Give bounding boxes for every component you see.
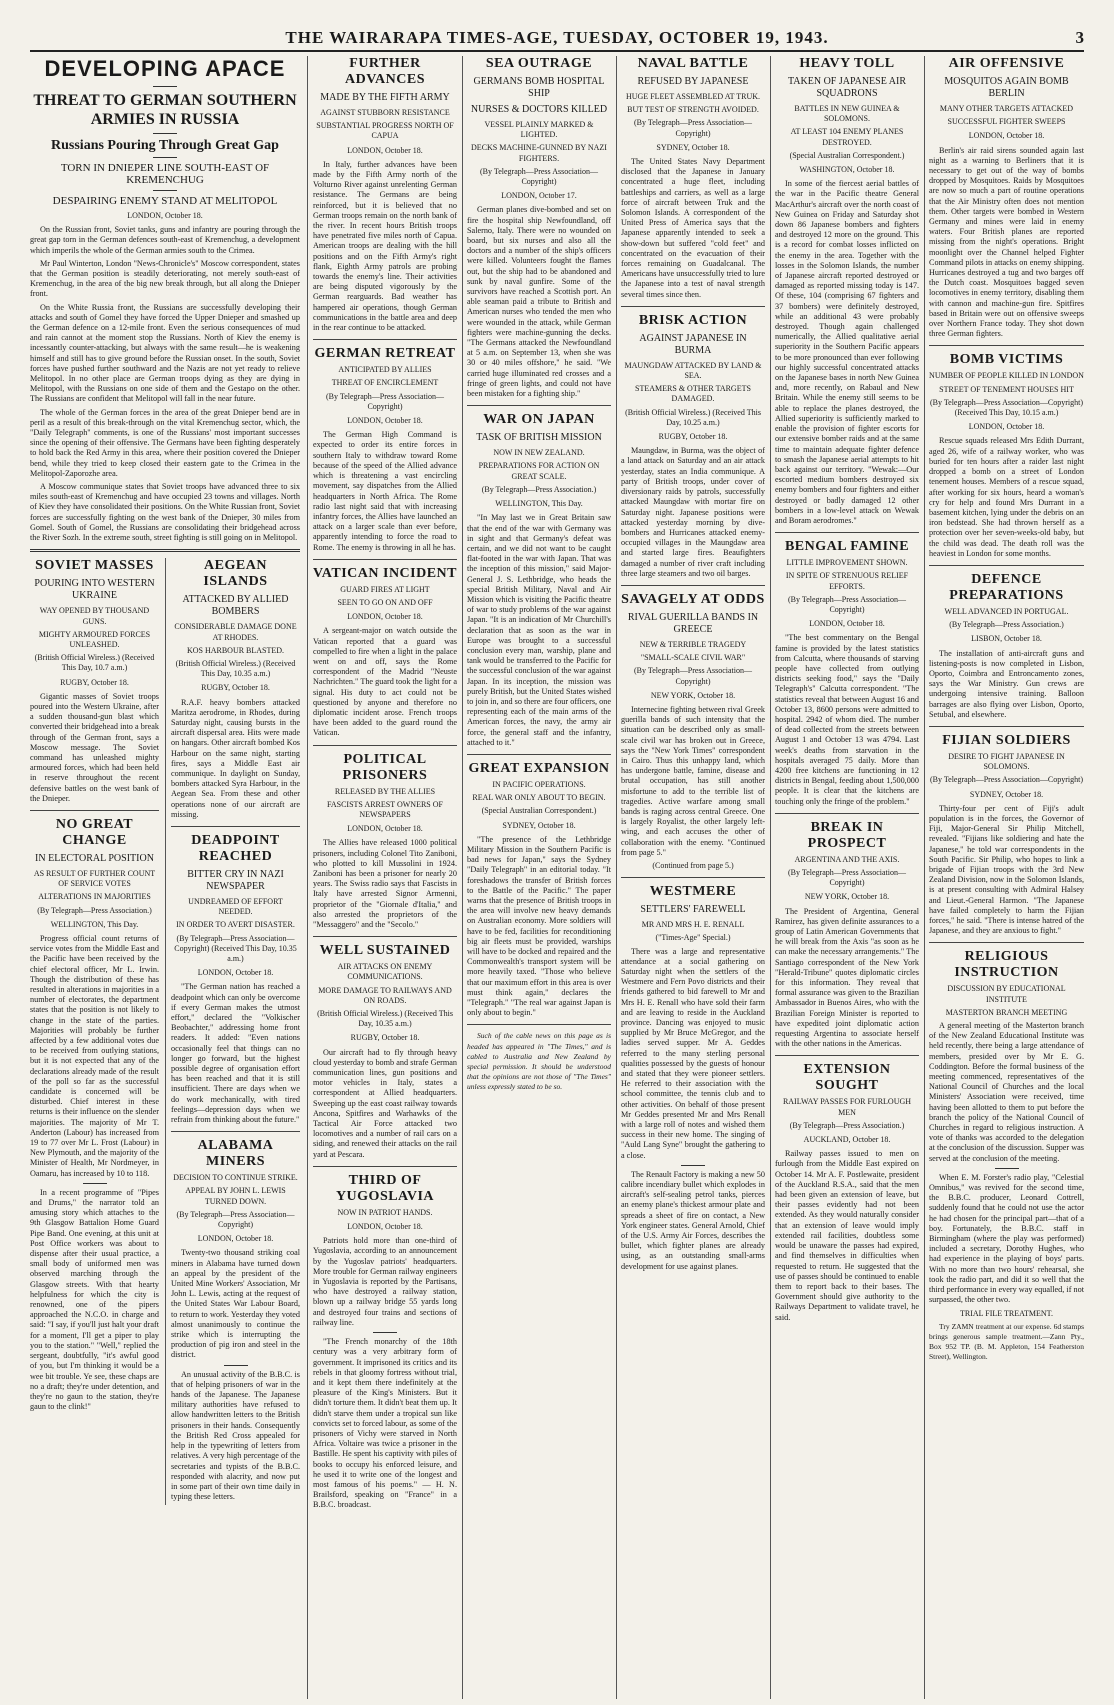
deck: GUARD FIRES AT LIGHT xyxy=(340,584,430,594)
paragraph: Thirty-four per cent of Fiji's adult population is in the forces, the Governor of Fiji, Major-General Sir Philip Mitchell, revealed. "Fijians like soldiering and hate the Japanese," he told war correspondents in the South Pacific. Sir Philip, who hopes to link a brigade of Fijian troops with the 3rd New Zealand Division, now in the Solomon Islands, is at present consulting with Admiral Halsey and Lieut.-General Harmon. "The Japanese have failed completely to harm the Fijian forces," he said. "There is intense hatred of the Japanese, and they are anxious to fight." xyxy=(929,803,1084,936)
deck: DISCUSSION BY EDUCATIONAL INSTITUTE xyxy=(947,984,1066,1004)
paragraph: The President of Argentina, General Ramirez, has given definite assurances to a group of Latin American Governments that he will break from the Axis "as soon as he can make the necessary arrangements." The Santiago correspondent of the New York "Herald-Tribune" quotes diplomatic circles for this information. They reveal that formal assurance was given to the Brazilian Ambassador in Buenos Aires, who with the Brazilian Foreign Minister is reported to have expedited joint diplomatic action requesting Argentina to associate herself with the other nations in the Americas. xyxy=(775,906,919,1049)
deck: BITTER CRY IN NAZI NEWSPAPER xyxy=(187,868,284,892)
deck: SUBSTANTIAL PROGRESS NORTH OF CAPUA xyxy=(316,121,454,141)
deck: NUMBER OF PEOPLE KILLED IN LONDON xyxy=(929,371,1084,381)
headline: HEAVY TOLL xyxy=(799,56,895,71)
deck: SEEN TO GO ON AND OFF xyxy=(337,597,433,607)
column-6 xyxy=(775,56,919,1699)
dateline: RUGBY, October 18. xyxy=(60,677,129,687)
dateline: LONDON, October 18. xyxy=(968,131,1045,141)
deck: MAUNGDAW ATTACKED BY LAND & SEA. xyxy=(624,360,762,381)
headline: WELL SUSTAINED xyxy=(319,943,451,959)
headline: NAVAL BATTLE xyxy=(637,56,749,71)
deck: DESPAIRING ENEMY STAND AT MELITOPOL xyxy=(52,195,278,207)
paragraph: On the Russian front, Soviet tanks, guns and infantry are pouring through the great gap torn in the German defences south-east of Kremenchug, a development which imperils the whole of the German armies south to the Crimea. xyxy=(30,225,300,255)
column-lead xyxy=(30,56,300,1699)
deck: APPEAL BY JOHN L. LEWIS TURNED DOWN. xyxy=(185,1186,286,1206)
paragraph: Our aircraft had to fly through heavy cloud yesterday to bomb and strafe German communication lines, gun positions and motor vehicles in Italy, states a correspondent at Allied headquarters. Sweeping up the east coast railway towards Ancona, Spitfires and Warhawks of the Tactical Air Force attacked two locomotives and a number of rail cars on a siding, and renewed their attacks on the rail yard at Pescara. xyxy=(313,1047,457,1159)
headline: AEGEAN ISLANDS xyxy=(203,558,268,590)
credit: (By Telegraph—Press Association—Copyright) (Received This Day, 10.15 a.m.) xyxy=(929,397,1084,418)
deck: MASTERTON BRANCH MEETING xyxy=(945,1007,1068,1017)
dateline: NEW YORK, October 18. xyxy=(804,892,890,902)
paragraph: Berlin's air raid sirens sounded again last night as a warning to Berliners that it is necessary to get out of the way of bombs dropped by Mosquitoes. Raids by Mosquitoes are now so much a part of routine operations that the Air Ministry often does not mention them. Other targets were bombed in Western Germany and mines were laid in enemy waters. Four British planes are reported missing from the night's operations. Bright moonlight over the Channel helped Fighter Command pilots in attacks on enemy shipping. Hurricanes destroyed a tug and two barges off the Dutch coast. Mosquitoes bagged seven locomotives in enemy territory, disabling them with cannon and machine-gun fire. Spitfires based in Britain were out on offensive sweeps over Northern France today. They shot down three German fighters. xyxy=(929,145,1084,339)
paragraph: Rescue squads released Mrs Edith Durrant, aged 26, wife of a railway worker, who was buried for ten hours after a raider last night dropped a bomb on a street of London tenement houses. Members of a rescue squad, after working for six hours, heard a woman's cry for help and found Mrs Durrant in a basement kitchen, lying under the debris on an iron bedstead. She had thrown herself as a protection over her seven-weeks-old baby, but the child was dead. The death roll was the heaviest in London for some months. xyxy=(929,436,1084,558)
deck: AIR ATTACKS ON ENEMY COMMUNICATIONS. xyxy=(337,962,433,982)
deck: CONSIDERABLE DAMAGE DONE AT RHODES. xyxy=(174,622,297,642)
deck: IN PACIFIC OPERATIONS. xyxy=(492,779,586,789)
advert-heading: TRIAL FILE TREATMENT. xyxy=(960,1308,1053,1318)
deck: TAKEN OF JAPANESE AIR SQUADRONS xyxy=(787,76,906,99)
headline: GREAT EXPANSION xyxy=(468,760,610,776)
column-rule xyxy=(307,56,308,1699)
deck: PREPARATIONS FOR ACTION ON GREAT SCALE. xyxy=(478,461,600,481)
credit: (By Telegraph—Press Association—Copyright) xyxy=(788,594,906,614)
deck: RELEASED BY THE ALLIES xyxy=(334,786,436,796)
paragraph: The Renault Factory is making a new 50 calibre incendiary bullet which explodes in aircraft's self-sealing petrol tanks, pierces an enemy plane's thickest armour plate and spreads a sheet of fire on contact, a New York engineer states. General Arnold, Chief of the U.S. Army Air Forces, describes the bullet, which fighter planes are already using, as an outstanding small-arms development for use against planes. xyxy=(621,1169,765,1271)
dateline: LONDON, October 18. xyxy=(197,968,274,978)
deck: STREET OF TENEMENT HOUSES HIT xyxy=(939,384,1074,394)
deck: MORE DAMAGE TO RAILWAYS AND ON ROADS. xyxy=(318,985,452,1005)
deck: RAILWAY PASSES FOR FURLOUGH MEN xyxy=(782,1097,912,1117)
dateline: LONDON, October 18. xyxy=(347,1222,423,1232)
credit: (By Telegraph—Press Association.) xyxy=(949,620,1064,630)
paragraph: A Moscow communique states that Soviet troops have advanced three to six miles south-east of Kremenchug and have occupied 23 towns and villages. North of Kiev they have consolidated their positions. On the White Russian front, Soviet forces are successfully fighting on the west bank of the Dnieper, 30 miles from Gomel. South of Gomel, the Russians are consolidating their bridgehead across the River Sozh. In the extreme south, street fighting is still going on in Melitopol. xyxy=(30,482,300,543)
deck: BUT TEST OF STRENGTH AVOIDED. xyxy=(627,105,759,115)
deck: MOSQUITOS AGAIN BOMB BERLIN xyxy=(944,76,1069,99)
dateline: WELLINGTON, This Day. xyxy=(495,499,583,509)
credit: (By Telegraph—Press Association—Copyright) xyxy=(326,391,444,411)
headline: WESTMERE xyxy=(649,884,737,900)
deck: WAY OPENED BY THOUSAND GUNS. xyxy=(39,606,150,626)
column-rule xyxy=(616,56,617,1699)
dateline: RUGBY, October 18. xyxy=(201,683,270,693)
credit: (British Official Wireless.) (Received This Day, 10.25 a.m.) xyxy=(625,407,761,427)
masthead-title: THE WAIRARAPA TIMES-AGE, TUESDAY, OCTOBER 19, 1943. xyxy=(285,28,829,47)
paragraph: Twenty-two thousand striking coal miners in Alabama have turned down an appeal by the president of the United Mine Workers' Association, Mr John L. Lewis, acting at the request of the United States War Labour Board, to return to work. Yesterday they voted almost unanimously to continue the strike which is interrupting the production of pig iron and steel in the district. xyxy=(171,1248,300,1360)
credit: (By Telegraph—Press Association.) xyxy=(481,484,597,494)
paragraph: There was a large and representative attendance at a social gathering on Saturday night when the settlers of the Westmere and Fern Povo districts and their friends gathered to bid farewell to Mr and Mrs H. E. Renall who have sold their farm and are leaving to reside in the Auckland province. Dancing was enjoyed to music supplied by Mr Bruce McGregor, and the ladies served supper. Mr A. Geddes referred to the many sterling personal qualities possessed by the guests of honour and stated that they were pioneer settlers. He referred to their association with the school committee, the tennis club and to other activities. On behalf of those present Mr Geddes presented Mr and Mrs Renall with a large roll of notes and wished them success in their new home. The singing of "Auld Lang Syne" brought the gathering to a close. xyxy=(621,946,765,1160)
paragraph: In Italy, further advances have been made by the Fifth Army north of the Volturno River against unrelenting German resistance. The Germans are being reinforced, but it is believed that no German troops remain on the north bank of the river. In recent hours British troops have penetrated five miles north of Capua. American troops are dealing with the hill positions and on the Fifth Army's right flank, Eighth Army patrols are probing towards the enemy's line. Their activities are being disputed vigorously by the German rearguards. Bad weather has hampered air operations, though German communications in the battle area and deep in the rear continue to be attacked. xyxy=(313,159,457,333)
dateline: RUGBY, October 18. xyxy=(350,1033,420,1043)
masthead xyxy=(30,28,1084,52)
deck: ATTACKED BY ALLIED BOMBERS xyxy=(182,594,289,618)
dateline: SYDNEY, October 18. xyxy=(969,789,1044,799)
column-rule xyxy=(924,56,925,1699)
deck: AGAINST JAPANESE IN BURMA xyxy=(639,332,747,356)
deck: THREAT TO GERMAN SOUTHERN ARMIES IN RUSSIA xyxy=(33,92,297,128)
dateline: AUCKLAND, October 18. xyxy=(803,1135,891,1145)
credit: (By Telegraph—Press Association—Copyright) (Received This Day, 10.35 a.m.) xyxy=(174,933,297,963)
dateline: LONDON, October 17. xyxy=(501,191,577,201)
deck: LITTLE IMPROVEMENT SHOWN. xyxy=(786,558,908,568)
dateline: LONDON, October 18. xyxy=(347,145,423,155)
deck: FASCISTS ARREST OWNERS OF NEWSPAPERS xyxy=(327,799,443,819)
credit: (By Telegraph—Press Association—Copyright) xyxy=(480,166,598,187)
headline: BREAK IN PROSPECT xyxy=(807,819,887,851)
paragraph: Patriots hold more than one-third of Yugoslavia, according to an announcement by the Yugoslav patriots' headquarters. More trouble for German railway engineers in Yugoslavia is reported by the Partisans, who have destroyed a railway station, blown up a railway bridge 55 yards long and destroyed four trains and sections of railway line. xyxy=(313,1236,457,1327)
dateline: SYDNEY, October 18. xyxy=(656,142,730,152)
headline: SOVIET MASSES xyxy=(35,558,154,574)
paragraph: The installation of anti-aircraft guns and listening-posts is now completed in Lisbon, Oporto, Coimbra and Entroncamento zones, says the War Ministry. Gun crews are undergoing intensive training. Balloon barrages are also flying over Lisbon, Oporto, Setubal, and elsewhere. xyxy=(929,648,1084,719)
paragraph: The German High Command is expected to order its entire forces in southern Italy to withdraw toward Rome because of the speed of the Allied advance which is threatening a vast encircling movement, say dispatches from the Allied headquarters in North Africa. The Rome radio last night said that with increasing infantry forces, the Allies have launched an attack on a larger scale than ever before, apparently intending to force the road to Rome. The enemy is throwing in all he has. xyxy=(313,430,457,552)
headline: THIRD OF YUGOSLAVIA xyxy=(335,1172,435,1204)
paragraph: Maungdaw, in Burma, was the object of a land attack on Saturday and an air attack yesterday, states an India communique. A party of British troops, under cover of diversionary raids by patrols, successfully attacked Maungdaw with mortar fire on Saturday night. Japanese positions were attacked yesterday morning by dive-bombers and Hurricanes attacked enemy-occupied villages in the Maungdaw area and started large fires. Beaufighters damaged a number of river craft including three large steamers and two oil barges. xyxy=(621,446,765,578)
paragraph: The Allies have released 1000 political prisoners, including Colonel Tito Zaniboni, who plotted to kill Mussolini in 1924. Zaniboni has been a prisoner for nearly 20 years. The Swiss radio says that Fascists in Italy have arrested Signor Armenni, proprietor of the "Giornale d'Italia," and also arrested the proprietors of the "Messaggero" and the "Secolo." xyxy=(313,838,457,929)
paragraph: Gigantic masses of Soviet troops poured into the Western Ukraine, after a sudden thousand-gun blast which converted their bridgehead into a break through of the German front, says a Moscow message. The Soviet command has unleashed mighty armoured forces, which had been held in reserve throughout the recent defensive battles on the west bank of the Dnieper. xyxy=(30,691,159,803)
dateline: LONDON, October 18. xyxy=(347,416,423,426)
deck: ALTERATIONS IN MAJORITIES xyxy=(38,892,151,902)
credit: (By Telegraph—Press Association—Copyright) xyxy=(634,118,752,138)
dateline: NEW YORK, October 18. xyxy=(650,690,736,700)
deck: THREAT OF ENCIRCLEMENT xyxy=(331,378,439,388)
deck: NURSES & DOCTORS KILLED xyxy=(470,104,608,115)
headline-developing-apace: DEVELOPING APACE xyxy=(44,56,286,81)
column-4 xyxy=(467,56,611,1699)
paragraph: An unusual activity of the B.B.C. is that of helping prisoners of war in the hands of the Japanese. The Japanese military authorities have refused to allow handwritten letters to the British prisoners in their hands. Consequently the British Red Cross appealed for help in the typewriting of letters from relatives. A very high percentage of the secretaries and typists of the B.B.C. responded with alacrity, and now put in some part of their own time daily in typing these letters. xyxy=(171,1369,300,1502)
deck: KOS HARBOUR BLASTED. xyxy=(186,645,285,655)
deck: ARGENTINA AND THE AXIS. xyxy=(794,854,900,864)
deck: MR AND MRS H. E. RENALL xyxy=(641,920,745,930)
deck: HUGE FLEET ASSEMBLED AT TRUK. xyxy=(625,92,760,101)
deck: STEAMERS & OTHER TARGETS DAMAGED. xyxy=(635,384,751,404)
credit: (By Telegraph—Press Association.) xyxy=(37,905,152,915)
column-rule xyxy=(770,56,771,1699)
credit: (By Telegraph—Press Association—Copyright) xyxy=(176,1209,295,1230)
deck: GERMANS BOMB HOSPITAL SHIP xyxy=(473,76,605,99)
headline: AIR OFFENSIVE xyxy=(948,56,1065,71)
deck: VESSEL PLAINLY MARKED & LIGHTED. xyxy=(484,120,594,140)
deck: NOW IN PATRIOT HANDS. xyxy=(337,1207,433,1217)
deck: Russians Pouring Through Great Gap xyxy=(51,138,279,153)
paragraph: "The French monarchy of the 18th century was a very arbitrary form of government. It imprisoned its critics and its rebels in that gloomy fortress without trial, and it kept them there indefinitely at the pleasure of the King's Ministers. But it didn't torture them. It didn't beat them up. It didn't starve them under a tropical sun like convicts set to forced labour, as some of the prisoners of Vichy were starved in North Africa. Voltaire was twice a prisoner in the Bastille. He spent his captivity with piles of books to occupy his enforced leisure, and he used it to write one of the longest and most famous of his poems." — H. N. Brailsford, speaking on "France" in a B.B.C. broadcast. xyxy=(313,1337,457,1510)
paragraph: "The best commentary on the Bengal famine is provided by the latest statistics from Calcutta, where thousands of starving people have collected from outlying districts seeking food," says the "Daily Telegraph's" Calcutta correspondent. "The statistics reveal that between August 16 and October 13, 8600 persons were admitted to hospital. 2942 of whom died. The number of dead collected from the streets between August 1 and October 13 was 4794. Last week's deaths from starvation in the hospitals averaged 75 daily. More than 4200 free kitchens are functioning in 12 districts in Bengal, feeding about 1,500,000 people. It is clear that the kitchens are touching only the fringe of the problem." xyxy=(775,633,919,806)
dateline: SYDNEY, October 18. xyxy=(502,820,576,830)
times-note: Such of the cable news on this page as is headed has appeared in "The Times," and is cabled to Australia and New Zealand by special permission. It should be understood that the opinions are not those of "The Times" unless expressly stated to be so. xyxy=(467,1031,611,1092)
paragraph: "The presence of the Lethbridge Military Mission in the Southern Pacific is bad news for Japan," says the Sydney "Daily Telegraph" in an editorial today. "It foreshadows the transfer of British forces to the Battle of the Pacific." The paper warns that the presence of British troops in the area will involve new heavy demands on Australian economy. More soldiers will have to be fed, facilities for reconditioning big air fleets must be provided, warships will have to be docked and repaired and the Commonwealth's transport system will be more heavily taxed. "Those who believe that our maximum effort in this area is over must think again," declares the "Telegraph." "The real war against Japan is only about to begin." xyxy=(467,834,611,1018)
paragraph: On the White Russia front, the Russians are successfully developing their attacks and south of Gomel they have forced the Upper Dnieper and smashed up the German defence on a 12-mile front. Even the serious consequences of mud and rain cannot at the moment stop the Russians. North of Kiev the enemy is incessantly counter-attacking, but always with the same result—he is weakening himself and still has to give ground before the Russian onset. In the south, Soviet forces have pushed further southward and the Nazis are not yet ready to relieve Melitopol. In no other place are German troops dying as they are dying in Melitopol, with the Russians on one side of them and the Gestapo on the other. The Russians are confident that Melitopol will fall in the near future. xyxy=(30,302,300,404)
paragraph: The whole of the German forces in the area of the great Dnieper bend are in peril as a result of this break-through on the vital Kremenchug sector, which, the "Daily Telegraph" comments, is one of the Russians' most important successes since the opening of their offensive. The Germans have been fighting desperately to hold back the Red Army in this area, where their position covered the Dnieper bend, while they tried to keep closed their eastern gate to the Crimea in the Melitopol-Zaporozhe area. xyxy=(30,407,300,478)
paragraph: R.A.F. heavy bombers attacked Maritza aerodrome, in Rhodes, during Saturday night, causing bursts in the aircraft dispersal area. Hits were made on hangars. Other aircraft bombed Kos Harbour on the same night, starting fires, says a Middle East air communique. In daylight on Sunday, bombers attacked Syra Harbour, in the Aegean Sea. From these and other operations none of our aircraft are missing. xyxy=(171,697,300,819)
deck: UNDREAMED OF EFFORT NEEDED. xyxy=(188,896,283,917)
dateline: LONDON, October 18. xyxy=(127,211,203,220)
dateline: WELLINGTON, This Day. xyxy=(50,919,139,929)
headline: WAR ON JAPAN xyxy=(483,412,595,428)
article-soviet-masses xyxy=(30,558,159,1505)
deck: AGAINST STUBBORN RESISTANCE xyxy=(320,108,450,117)
credit: (By Telegraph—Press Association.) xyxy=(789,1120,905,1130)
headline: GERMAN RETREAT xyxy=(314,346,456,362)
article-lead xyxy=(30,56,300,543)
deck: DECISION TO CONTINUE STRIKE. xyxy=(173,1173,298,1183)
dateline: LONDON, October 18. xyxy=(347,612,423,622)
paragraph: Progress official count returns of service votes from the Middle East and the Pacific have been received by the chief electoral officer, Mr L. Irwin. Though the distribution of these has resulted in alterations in majorities in a number of electorates, the department states that the position is not likely to change in the state of the parties. Majorities will probably be further affected by a few additional votes due to be received from outlying stations, but it is not expected that any of the declarations already made of the result of the poll so far as the successful candidate is concerned will be disturbed. Chief interest in these returns is their influence on the slender majorities. The majority of Mr T. Anderton (Labour) has increased from 19 to 77 over Mr L. Frost (Labour) in New Plymouth, and the majority of the Minister of Health, Mr Nordmeyer, in Oamaru, has increased by 10 to 118. xyxy=(30,933,159,1178)
deck: ANTICIPATED BY ALLIES xyxy=(338,365,432,375)
deck: SUCCESSFUL FIGHTER SWEEPS xyxy=(947,117,1066,127)
headline: BENGAL FAMINE xyxy=(784,539,910,555)
headline: RELIGIOUS INSTRUCTION xyxy=(954,949,1059,981)
dateline: LONDON, October 18. xyxy=(197,1234,274,1244)
paragraph: "The German nation has reached a deadpoint which can only be overcome if every German makes the utmost effort," declared the "Volkischer Beobachter," addressing home front readers. It added: "Even nations occasionally feel that things can no longer go forward, but the highest possible degree of organisation effort has been reached and that it is still insufficient. There are days when we do work mechanically, with tired feelings—depression days when we refrain from thinking about the future." xyxy=(171,982,300,1125)
dateline: LISBON, October 18. xyxy=(971,634,1042,644)
page-number: 3 xyxy=(1075,28,1084,47)
dateline: WASHINGTON, October 18. xyxy=(799,165,895,175)
dateline: LONDON, October 18. xyxy=(809,619,885,629)
deck: REAL WAR ONLY ABOUT TO BEGIN. xyxy=(472,793,606,803)
paragraph: Railway passes issued to men on furlough from the Middle East expired on October 14. Mr A. F. Postlewaite, president of the Auckland R.S.A., said that the men had been given an extension of leave, but their passes evidently had not been extended. As they would naturally consider that an extension of leave would imply extended rail facilities, doubtless some would be unaware the passes had expired, and find themselves in difficulties when requested to return. He suggested that the use of passes should be continued to enable them to report back to their bases. The Government should give authority to the Railways Department to validate travel, he said. xyxy=(775,1149,919,1322)
deck: MADE BY THE FIFTH ARMY xyxy=(320,92,450,103)
continued-note: (Continued from page 5.) xyxy=(652,860,734,870)
deck: IN SPITE OF STRENUOUS RELIEF EFFORTS. xyxy=(785,571,909,591)
credit: (British Official Wireless.) (Received This Day, 10.35 a.m.) xyxy=(317,1009,453,1029)
deck: TASK OF BRITISH MISSION xyxy=(476,432,602,444)
deck: IN ORDER TO AVERT DISASTER. xyxy=(176,920,295,930)
deck: AS RESULT OF FURTHER COUNT OF SERVICE VOTES xyxy=(33,868,156,889)
deck: TORN IN DNIEPER LINE SOUTH-EAST OF KREMENCHUG xyxy=(60,162,270,186)
headline: SAVAGELY AT ODDS xyxy=(621,591,765,607)
headline: SEA OUTRAGE xyxy=(485,56,593,71)
deck: MIGHTY ARMOURED FORCES UNLEASHED. xyxy=(38,629,151,649)
headline: DEFENCE PREPARATIONS xyxy=(949,571,1064,603)
headline: FURTHER ADVANCES xyxy=(345,56,425,87)
deck: "SMALL-SCALE CIVIL WAR" xyxy=(640,653,746,663)
dateline: LONDON, October 18. xyxy=(968,422,1045,432)
column-7 xyxy=(929,56,1084,1699)
deck: NOW IN NEW ZEALAND. xyxy=(493,448,585,458)
paragraph: "In May last we in Great Britain saw that the end of the war with Germany was in sight and that Germany's defeat was certain, and we did not want to be caught flat-footed in the war with Japan. That was the inception of this mission," said Major-General J. S. Lethbridge, who heads the special British Military, Naval and Air Mission which is visiting the Pacific theatre of war to study problems of the war against Japan. "It is an indication of Mr Churchill's declaration that as soon as the war in Europe was brought to a successful conclusion every man, warship, plane and tank would be transferred to the Pacific for the successful conclusion of the war against Japan. In its inception, the mission was purely British, but the United States wished to join in, and so there are four officers, one representing each of the main arms of the American forces, the navy, the army air force, the general staff and the infantry, attached to it." xyxy=(467,513,611,747)
headline: NO GREAT CHANGE xyxy=(55,816,134,848)
headline: VATICAN INCIDENT xyxy=(313,565,457,581)
deck: DESIRE TO FIGHT JAPANESE IN SOLOMONS. xyxy=(948,751,1065,772)
headline: BOMB VICTIMS xyxy=(949,352,1064,368)
headline: ALABAMA MINERS xyxy=(197,1138,274,1170)
column-5 xyxy=(621,56,765,1699)
deck: REFUSED BY JAPANESE xyxy=(637,76,749,87)
headline: POLITICAL PRISONERS xyxy=(342,751,428,783)
credit: ("Times-Age" Special.) xyxy=(655,933,731,943)
deck: NEW & TERRIBLE TRAGEDY xyxy=(639,639,747,649)
deck: IN ELECTORAL POSITION xyxy=(35,852,154,864)
paragraph: A sergeant-major on watch outside the Vatican reported that a guard was compelled to fire when a light in the palace went on and off, says the Rome correspondent of the Madrid "Neuste Nachrichten." The guard took the light for a signal. His duty to act could not be questioned by anyone and therefore no diplomatic incident arose. French troops have been added to the guard round the Vatican. xyxy=(313,626,457,738)
paragraph: A general meeting of the Masterton branch of the New Zealand Educational Institute was held recently, there being a large attendance of members, presided over by Mr E. G. Coddington. Before the formal business of the meeting commenced, representatives of the National Council of Churches and the local Ministers' Association were received, time having been allotted to them to put before the branch the policy of the National Council of Churches in regard to religious instruction. A vote of thanks was accorded to the delegation at the conclusion of the discussion. Supper was served at the conclusion of the meeting. xyxy=(929,1021,1084,1163)
credit: (British Official Wireless.) (Received This Day, 10.7 a.m.) xyxy=(34,653,155,673)
deck: DECKS MACHINE-GUNNED BY NAZI FIGHTERS. xyxy=(471,143,607,163)
deck: AT LEAST 104 ENEMY PLANES DESTROYED. xyxy=(790,127,904,147)
paragraph: In some of the fiercest aerial battles of the war in the Pacific theatre General MacArthur's aircraft over the north coast of New Guinea on Friday and Saturday shot down 86 Japanese bombers and fighters and destroyed 12 more on the ground. This is a record for combat losses inflicted on the enemy in the area. Together with the losses in the Solomon Islands, the number of Japanese aircraft reported destroyed or damaged as reported missing today is 147. Of these, 104 (comprising 67 fighters and 37 bombers) were definitely destroyed, while an additional 43 were probably destroyed. Though again challenged numerically, the Allied qualitative aerial superiority in the Southern Pacific appears to be more pronounced than ever following our highly successful concentrated attacks on the Japanese bases in north New Guinea and, more recently, on Rabaul and New Britain. While the enemy still seems to be able to replace the planes destroyed, the Allied superiority is sufficiently marked to enable the provision of fighter escorts for our extensive bomber raids and at the same time to maintain adequate fighter defence to smash the Japanese aerial attempts to hit back against our territory. "Wewak:—Our escorted medium bombers destroyed six enemy bombers and four fighters and either destroyed or badly damaged 12 other bombers in a low-level attack on Wewak and Boram aerodromes." xyxy=(775,179,919,525)
paragraph: Internecine fighting between rival Greek guerilla bands of such intensity that the situation can be described only as small-scale civil war has broken out in Greece, says the "New York Times" correspondent in Cairo. Thus this unhappy land, which has undergone battle, famine, disease and brutal occupation, has still another misfortune to add to the terrible list of tragedies. Active warfare among small bands is raging across central Greece. One is largely Royalist, the other largely left-wing, and each accuses the other of collaboration with the enemy. "Continued from page 5." xyxy=(621,704,765,857)
deck: RIVAL GUERILLA BANDS IN GREECE xyxy=(627,611,759,635)
column-rule xyxy=(462,56,463,1699)
paragraph: The United States Navy Department disclosed that the Japanese in January concentrated a huge fleet, including battleships and carriers, as well as a large force of aircraft between Truk and the Solomon Islands. A correspondent of the United Press of America says that the Japanese apparently intended to seek a show-down but suffered "cold feet" and concentrated on the evacuation of their forces remaining on Guadalcanal. The Americans have unsuccessfully tried to lure the Japanese into a test of naval strength several times since then. xyxy=(621,157,765,299)
credit: (By Telegraph—Press Association—Copyright) xyxy=(929,775,1084,785)
credit: (By Telegraph—Press Association—Copyright) xyxy=(634,666,752,686)
headline: FIJIAN SOLDIERS xyxy=(942,732,1071,748)
dateline: LONDON, October 18. xyxy=(347,824,423,834)
column-3 xyxy=(313,56,457,1699)
paragraph: German planes dive-bombed and set on fire the hospital ship Newfoundland, off Salerno, Italy. There were no wounded on board, but six nurses and also all the doctors and a number of the ship's officers were killed. Volunteers fought the flames out, but the ship had to be abandoned and sunk by naval gunfire. Some of the survivors have reached a Scottish port. An able seaman paid a tribute to British and American nurses who tended the men who were wounded in the attack, while German fighters were machine-gunning the decks. "The Germans attacked the Newfoundland at 5 a.m. on September 13, when she was 30 or 40 miles offshore," he said. "We carried huge illuminated red crosses and a fringe of green lights, and could not have been mistaken for a fighting ship." xyxy=(467,205,611,399)
dateline: RUGBY, October 18. xyxy=(658,432,728,442)
credit: (British Official Wireless.) (Received This Day, 10.35 a.m.) xyxy=(175,658,296,679)
headline: EXTENSION SOUGHT xyxy=(803,1062,891,1094)
paragraph: When E. M. Forster's radio play, "Celestial Omnibus," was revived for the second time, the B.B.C. producer, Leonard Cottrell, suddenly found that he could not use the actor he had chosen for the principal part—that of a boy. Fortunately, the B.B.C. staff in Birmingham (where the play was performed) included a secretary, Dorothy Hughes, who had experience in the playing of boys' parts. With no more than two hours' rehearsal, she took the radio part, and did it so well that the third performance in every way equalled, if not surpassed, the other two. xyxy=(929,1172,1084,1305)
deck: WELL ADVANCED IN PORTUGAL. xyxy=(944,606,1069,616)
deck: SETTLERS' FAREWELL xyxy=(640,904,746,916)
credit: (By Telegraph—Press Association—Copyright) xyxy=(788,868,906,888)
headline: DEADPOINT REACHED xyxy=(191,832,280,864)
article-aegean-islands xyxy=(165,558,300,1505)
deck: BATTLES IN NEW GUINEA & SOLOMONS. xyxy=(794,104,900,124)
credit: (Special Australian Correspondent.) xyxy=(481,806,597,816)
paragraph: Mr Paul Winterton, London "News-Chronicle's" Moscow correspondent, states that the German position is steadily deteriorating, not merely south-east of Kremenchug, in the area of the big new break through, but all along the Dnieper front. xyxy=(30,258,300,299)
headline: BRISK ACTION xyxy=(638,312,748,328)
paragraph: In a recent programme of "Pipes and Drums," the narrator told an amusing story which attaches to the 9th Glasgow Battalion Home Guard Pipe Band. One evening, at this unit at Post Office workers was about to dispense after their usual practice, a small body of uniformed men was observed marching through the Glasgow streets. With that hearty helpfulness for which the city is renowned, one of the pipers approached the N.C.O. in charge and said: "I say, if you'll just halt your draft for a moment, I'll get a piper to play you to the station." "Well," replied the sergeant, doubtfully, "it's awful good of you, but I'm thinking it would be a wee bit trouble. Ye see, these chaps are no a draft; they're under detention, and they're no gaun to the station, they're gaun to the clink!" xyxy=(30,1187,159,1412)
deck: POURING INTO WESTERN UKRAINE xyxy=(34,578,155,602)
advert-text: Try ZAMN treatment at our expense. 6d stamps brings generous sample treatment.—Zann Pty., Box 952 TP. (B. M. Appleton, 154 Featherston Street), Wellington. xyxy=(929,1321,1084,1362)
credit: (Special Australian Correspondent.) xyxy=(789,150,905,160)
deck: MANY OTHER TARGETS ATTACKED xyxy=(939,104,1074,113)
